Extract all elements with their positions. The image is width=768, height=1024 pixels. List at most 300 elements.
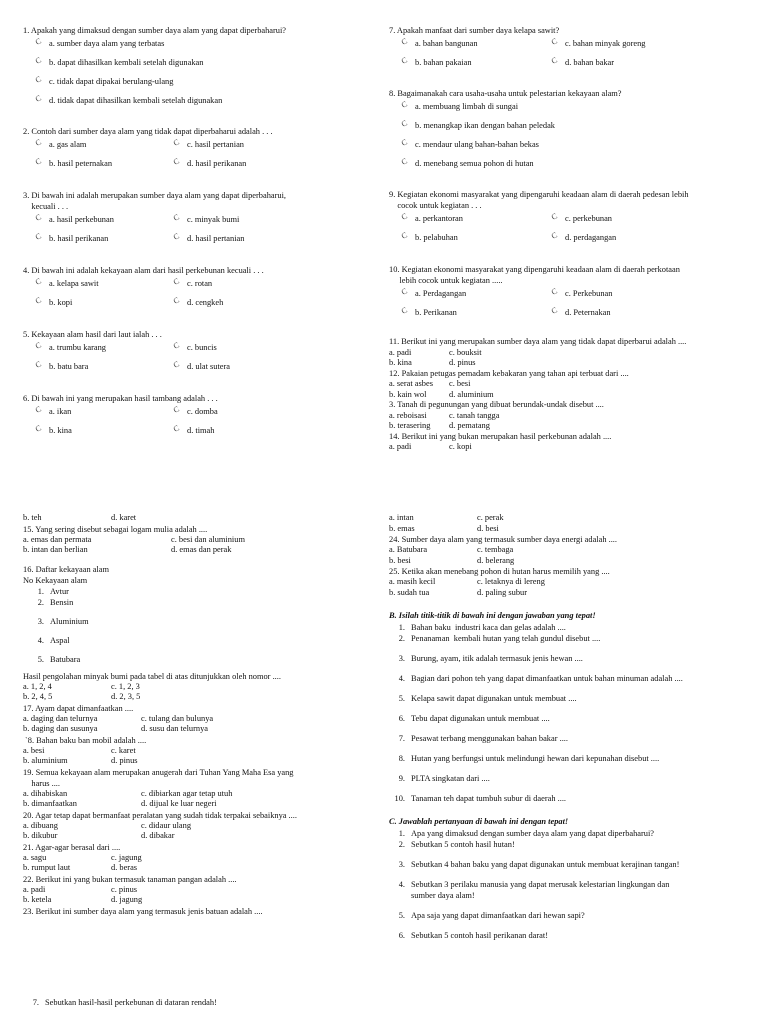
answer-option[interactable] xyxy=(549,55,701,67)
answer-option: d. besi xyxy=(477,523,499,533)
top-right-column xyxy=(389,25,754,453)
footer-question xyxy=(23,997,623,1008)
answer-row xyxy=(389,390,754,401)
answer-option: a. besi xyxy=(23,745,45,755)
radio-icon[interactable]: C xyxy=(171,137,181,148)
answer-option[interactable] xyxy=(33,295,173,307)
answer-options xyxy=(399,36,754,77)
list-item xyxy=(389,693,759,704)
answer-option[interactable] xyxy=(33,36,165,48)
radio-icon[interactable]: C xyxy=(33,231,43,242)
answer-option[interactable] xyxy=(399,156,534,168)
answer-row xyxy=(389,379,754,390)
answer-label: c. domba xyxy=(187,407,218,416)
answer-option: c. didaur ulang xyxy=(141,820,192,830)
radio-icon[interactable]: C xyxy=(171,295,181,306)
answer-row xyxy=(23,821,368,832)
list-text: Batubara xyxy=(50,654,81,664)
question-20: 20. Agar tetap dapat bermanfaat peralatan yang sudah tidak terpakai sebaiknya .... xyxy=(23,810,297,820)
question-block xyxy=(23,190,368,253)
list-number: 2. xyxy=(398,634,405,643)
answer-options xyxy=(33,404,368,445)
answer-row xyxy=(33,93,368,115)
answer-option[interactable] xyxy=(171,276,323,288)
answer-option: b. teh xyxy=(23,513,42,522)
answer-option[interactable] xyxy=(399,118,555,130)
question-19: 19. Semua kekayaan alam merupakan anugerah dari Tuhan Yang Maha Esa yang harus .... xyxy=(23,767,294,788)
answer-row xyxy=(33,212,368,234)
answer-row xyxy=(23,863,368,874)
answer-option[interactable] xyxy=(399,230,551,242)
answer-option: d. beras xyxy=(111,863,138,872)
radio-icon[interactable]: C xyxy=(171,404,181,415)
answer-row xyxy=(23,545,368,556)
list-item xyxy=(28,586,368,597)
answer-row xyxy=(23,895,368,906)
answer-row xyxy=(389,577,759,588)
list-text: Avtur xyxy=(50,586,69,596)
radio-icon[interactable]: C xyxy=(399,230,409,241)
list-number: 8. xyxy=(398,754,405,763)
list-number: 9. xyxy=(398,774,405,783)
question-16-options xyxy=(23,682,368,703)
answer-label: c. buncis xyxy=(187,343,217,352)
question-text: 7. Apakah manfaat dari sumber daya kelapa sawit? xyxy=(389,26,560,35)
answer-option: d. aluminium xyxy=(449,389,494,399)
answer-label: b. pelabuhan xyxy=(415,233,458,242)
answer-option: d. pinus xyxy=(449,358,476,367)
answer-option: b. emas xyxy=(389,523,415,533)
answer-option: c. jagung xyxy=(111,852,142,862)
question-17: 17. Ayam dapat dimanfaatkan .... xyxy=(23,703,134,713)
list-item xyxy=(389,910,759,921)
answer-label: c. hasil pertanian xyxy=(187,140,244,149)
question-15-options xyxy=(23,535,368,556)
section-b-title: B. Isilah titik-titik di bawah ini dengan jawaban yang tepat! xyxy=(389,611,596,620)
radio-icon[interactable]: C xyxy=(549,305,559,316)
answer-option[interactable] xyxy=(33,212,173,224)
radio-icon[interactable]: C xyxy=(399,99,409,110)
question-text: 8. Bagaimanakah cara usaha-usaha untuk pelestarian kekayaan alam? xyxy=(389,89,622,98)
answer-row xyxy=(23,885,368,896)
radio-icon[interactable]: C xyxy=(171,231,181,242)
answer-label: c. mendaur ulang bahan-bahan bekas xyxy=(415,140,539,149)
page-top xyxy=(0,0,768,495)
answer-label: d. ulat sutera xyxy=(187,362,231,371)
list-item xyxy=(389,713,759,724)
question-block xyxy=(389,189,754,252)
answer-row xyxy=(33,156,368,178)
answer-label: b. kopi xyxy=(49,298,73,307)
question-text: 3. Tanah di pegunungan yang dibuat berundak-undak disebut .... xyxy=(389,400,604,409)
answer-option: b. rumput laut xyxy=(23,863,71,872)
answer-option[interactable] xyxy=(171,295,323,307)
question-19-options xyxy=(23,789,368,810)
answer-label: c. Perkebunan xyxy=(565,289,613,298)
question-24: 24. Sumber daya alam yang termasuk sumber daya energi adalah .... xyxy=(389,535,617,544)
radio-icon[interactable]: C xyxy=(33,212,43,223)
answer-option: d. susu dan telurnya xyxy=(141,724,208,733)
answer-option: d. paling subur xyxy=(477,587,528,597)
question-16-text: Hasil pengolahan minyak bumi pada tabel di atas ditunjukkan oleh nomor .... xyxy=(23,671,281,681)
radio-icon[interactable]: C xyxy=(33,156,43,167)
list-text: Apa saja yang dapat dimanfaatkan dari hewan sapi? xyxy=(411,911,585,920)
list-text: Tebu dapat digunakan untuk membuat .... xyxy=(411,714,550,723)
radio-icon[interactable]: C xyxy=(33,404,43,415)
question-25: 25. Ketika akan menebang pohon di hutan harus memilih yang .... xyxy=(389,567,610,576)
list-item xyxy=(28,616,368,627)
answer-option[interactable] xyxy=(33,156,173,168)
plain-questions xyxy=(389,337,754,453)
answer-label: a. hasil perkebunan xyxy=(49,215,114,224)
radio-icon[interactable]: C xyxy=(171,340,181,351)
answer-option: c. besi xyxy=(449,379,471,388)
radio-icon[interactable]: C xyxy=(399,305,409,316)
list-item xyxy=(389,653,759,664)
radio-icon[interactable]: C xyxy=(171,359,181,370)
radio-icon[interactable]: C xyxy=(33,340,43,351)
answer-label: b. kina xyxy=(49,426,72,435)
answer-option: c. tembaga xyxy=(477,545,514,554)
list-number: 10. xyxy=(394,794,405,803)
answer-option: c. bouksit xyxy=(449,347,482,357)
answer-option[interactable] xyxy=(171,212,323,224)
question-17-options xyxy=(23,714,368,735)
answer-label: b. batu bara xyxy=(49,362,89,371)
answer-label: d. cengkeh xyxy=(187,298,224,307)
answer-row xyxy=(33,231,368,253)
answer-row xyxy=(33,36,368,58)
answer-option: b. ketela xyxy=(23,895,52,904)
question-text: 3. Di bawah ini adalah merupakan sumber daya alam yang dapat diperbaharui, kecuali . . . xyxy=(23,191,287,211)
answer-option: a. dibuang xyxy=(23,820,58,830)
question-block xyxy=(23,126,368,178)
question-21-options xyxy=(23,853,368,874)
answer-option[interactable] xyxy=(33,359,173,371)
section-b-list xyxy=(389,622,759,804)
answer-option: b. dikubur xyxy=(23,831,58,840)
answer-row xyxy=(399,118,754,140)
list-text: Penanaman kembali hutan yang telah gundul disebut .... xyxy=(411,634,601,643)
list-text: Sebutkan 3 perilaku manusia yang dapat merusak kelestarian lingkungan dan sumber daya alam! xyxy=(411,880,670,900)
answer-option: d. jagung xyxy=(111,895,143,904)
answer-label: c. rotan xyxy=(187,279,213,288)
answer-label: b. hasil peternakan xyxy=(49,159,113,168)
answer-option[interactable] xyxy=(171,137,323,149)
answer-row xyxy=(33,137,368,159)
answer-option[interactable] xyxy=(549,230,701,242)
list-number: 3. xyxy=(398,860,405,869)
answer-row xyxy=(399,55,754,77)
answer-option[interactable] xyxy=(33,137,173,149)
answer-row xyxy=(33,423,368,445)
list-number: 2. xyxy=(398,840,405,849)
radio-icon[interactable]: C xyxy=(33,276,43,287)
answer-option[interactable] xyxy=(33,340,173,352)
answer-label: a. Perdagangan xyxy=(415,289,467,298)
answer-option: a. dihabiskan xyxy=(23,788,68,798)
answer-option[interactable] xyxy=(33,423,173,435)
radio-icon[interactable]: C xyxy=(549,286,559,297)
list-item xyxy=(389,622,759,633)
answer-label: c. minyak bumi xyxy=(187,215,240,224)
answer-row xyxy=(389,421,754,432)
question-text: 10. Kegiatan ekonomi masyarakat yang dipengaruhi keadaan alam di daerah perkotaan lebih cocok untuk kegiatan ..... xyxy=(389,265,680,285)
answer-options xyxy=(33,276,368,317)
radio-icon[interactable]: C xyxy=(399,55,409,66)
list-number: 5. xyxy=(398,911,405,920)
list-text: Bensin xyxy=(50,597,74,607)
answer-row xyxy=(23,853,368,864)
radio-icon[interactable]: C xyxy=(399,137,409,148)
answer-option: c. letaknya di lereng xyxy=(477,577,545,586)
answer-label: d. perdagangan xyxy=(565,233,617,242)
answer-option[interactable] xyxy=(399,99,519,111)
question-block xyxy=(23,25,368,115)
answer-option: d. pinus xyxy=(111,756,138,765)
radio-icon[interactable]: C xyxy=(549,230,559,241)
answer-option: c. pinus xyxy=(111,884,138,894)
list-number: 2. xyxy=(37,597,44,607)
radio-icon[interactable]: C xyxy=(33,295,43,306)
radio-icon[interactable]: C xyxy=(399,118,409,129)
question-block xyxy=(389,88,754,178)
list-number: 7. xyxy=(32,998,39,1007)
answer-options xyxy=(399,211,754,252)
list-number: 6. xyxy=(398,714,405,723)
question-text: 2. Contoh dari sumber daya alam yang tidak dapat diperbaharui adalah . . . xyxy=(23,127,273,136)
answer-row xyxy=(399,211,754,233)
answer-option[interactable] xyxy=(33,55,204,67)
list-text: Burung, ayam, itik adalah termasuk jenis hewan .... xyxy=(411,654,583,663)
answer-option: d. karet xyxy=(111,513,137,522)
radio-icon[interactable]: C xyxy=(549,211,559,222)
list-number: 6. xyxy=(398,931,405,940)
answer-option[interactable] xyxy=(171,404,323,416)
answer-row xyxy=(33,340,368,362)
list-number: 1. xyxy=(398,623,405,632)
answer-row xyxy=(389,358,754,369)
answer-label: a. ikan xyxy=(49,407,72,416)
answer-label: a. membuang limbah di sungai xyxy=(415,102,519,111)
answer-row xyxy=(23,724,368,735)
answer-label: c. perkebunan xyxy=(565,214,612,223)
question-21: 21. Agar-agar berasal dari .... xyxy=(23,842,121,852)
answer-rows xyxy=(389,513,759,534)
answer-label: d. menebang semua pohon di hutan xyxy=(415,159,534,168)
answer-option: a. padi xyxy=(389,442,412,451)
answer-row xyxy=(23,831,368,842)
answer-row xyxy=(399,156,754,178)
question-22-options xyxy=(23,885,368,906)
radio-icon[interactable]: C xyxy=(399,286,409,297)
answer-row xyxy=(389,524,759,535)
answer-row xyxy=(23,535,368,546)
list-text: Bahan baku industri kaca dan gelas adalah .... xyxy=(411,623,566,632)
list-text: Apa yang dimaksud dengan sumber daya alam yang dapat diperbaharui? xyxy=(411,829,655,838)
list-number: 7. xyxy=(398,734,405,743)
answer-row xyxy=(389,513,759,524)
question-18: `8. Bahan baku ban mobil adalah .... xyxy=(25,735,147,745)
answer-row xyxy=(23,682,368,693)
question-20-options xyxy=(23,821,368,842)
answer-row xyxy=(23,692,368,703)
question-text: 11. Berikut ini yang merupakan sumber daya alam yang tidak dapat diperbarui adalah .... xyxy=(389,337,687,346)
bottom-right-column xyxy=(389,513,759,941)
radio-icon[interactable]: C xyxy=(33,137,43,148)
answer-option[interactable] xyxy=(171,359,323,371)
answer-option: a. reboisasi xyxy=(389,410,427,420)
list-number: 4. xyxy=(37,635,44,645)
answer-option: d. pematang xyxy=(449,421,490,430)
radio-icon[interactable]: C xyxy=(171,423,181,434)
answer-row xyxy=(389,348,754,359)
question-25-options xyxy=(389,577,759,598)
answer-option[interactable] xyxy=(399,137,539,149)
radio-icon[interactable]: C xyxy=(33,74,43,85)
answer-label: d. hasil perikanan xyxy=(187,159,247,168)
question-block xyxy=(23,329,368,381)
question-18-options xyxy=(23,746,368,767)
answer-option[interactable] xyxy=(171,156,323,168)
answer-row xyxy=(389,588,759,599)
bottom-left-column xyxy=(23,513,368,917)
resource-list xyxy=(28,586,368,665)
answer-row xyxy=(399,36,754,58)
answer-row xyxy=(389,411,754,422)
answer-row xyxy=(389,545,759,556)
answer-option: c. dibiarkan agar tetap utuh xyxy=(141,788,233,798)
answer-label: d. hasil pertanian xyxy=(187,234,245,243)
question-text: 12. Pakaian petugas pemadam kebakaran yang tahan api terbuat dari .... xyxy=(389,368,629,378)
answer-option: a. emas dan permata xyxy=(23,534,92,544)
list-text: Sebutkan 5 contoh hasil perikanan darat! xyxy=(411,931,548,940)
list-item xyxy=(389,773,759,784)
answer-option[interactable] xyxy=(549,36,701,48)
list-text: Hutan yang berfungsi untuk melindungi hewan dari kepunahan disebut .... xyxy=(411,754,660,763)
answer-option[interactable] xyxy=(33,74,174,86)
answer-label: b. menangkap ikan dengan bahan peledak xyxy=(415,121,555,130)
answer-row xyxy=(23,513,368,524)
list-item xyxy=(389,859,759,870)
list-number: 5. xyxy=(37,654,44,664)
answer-row xyxy=(399,99,754,121)
answer-option: b. 2, 4, 5 xyxy=(23,692,53,701)
answer-option[interactable] xyxy=(33,93,223,105)
answer-row xyxy=(33,359,368,381)
answer-row xyxy=(23,789,368,800)
answer-row xyxy=(389,556,759,567)
list-text: Sebutkan 5 contoh hasil hutan! xyxy=(411,840,515,849)
list-number: 4. xyxy=(398,674,405,683)
section-c-title: C. Jawablah pertanyaan di bawah ini dengan tepat! xyxy=(389,817,569,826)
answer-label: a. bahan bangunan xyxy=(415,39,478,48)
answer-option[interactable] xyxy=(171,423,323,435)
answer-option[interactable] xyxy=(399,36,551,48)
answer-option: b. dimanfaatkan xyxy=(23,799,77,808)
question-block xyxy=(23,393,368,445)
answer-row xyxy=(33,276,368,298)
answer-option[interactable] xyxy=(549,286,701,298)
answer-option[interactable] xyxy=(171,231,323,243)
radio-icon[interactable]: C xyxy=(33,423,43,434)
answer-option: c. 1, 2, 3 xyxy=(111,681,140,691)
answer-label: c. bahan minyak goreng xyxy=(565,39,646,48)
question-text: 14. Berikut ini yang bukan merupakan hasil perkebunan adalah .... xyxy=(389,431,612,441)
answer-option: c. kopi xyxy=(449,442,472,451)
answer-row xyxy=(399,230,754,252)
answer-label: a. trumbu karang xyxy=(49,343,106,352)
radio-icon[interactable]: C xyxy=(171,276,181,287)
question-22: 22. Berikut ini yang bukan termasuk tanaman pangan adalah .... xyxy=(23,874,237,884)
question-block xyxy=(389,25,754,77)
answer-option[interactable] xyxy=(399,305,551,317)
section-c-list xyxy=(389,828,759,941)
answer-option: a. daging dan telurnya xyxy=(23,713,98,723)
answer-label: b. Perikanan xyxy=(415,308,457,317)
answer-option[interactable] xyxy=(399,55,551,67)
answer-option[interactable] xyxy=(549,211,701,223)
answer-row xyxy=(23,746,368,757)
answer-option: c. tulang dan bulunya xyxy=(141,713,214,723)
list-number: 1. xyxy=(398,829,405,838)
answer-option: a. 1, 2, 4 xyxy=(23,681,52,691)
radio-icon[interactable]: C xyxy=(33,359,43,370)
answer-option[interactable] xyxy=(33,231,173,243)
question-text: 9. Kegiatan ekonomi masyarakat yang dipengaruhi keadaan alam di daerah pedesan lebih cocok untuk kegiatan . . . xyxy=(389,190,689,210)
radio-icon[interactable]: C xyxy=(549,36,559,47)
list-text: Kelapa sawit dapat digunakan untuk membuat .... xyxy=(411,694,577,703)
answer-option[interactable] xyxy=(399,211,551,223)
answer-option: a. sagu xyxy=(23,852,47,862)
question-block xyxy=(389,264,754,327)
list-text: Sebutkan 4 bahan baku yang dapat digunakan untuk membuat kerajinan tangan! xyxy=(411,860,680,869)
answer-row xyxy=(399,137,754,159)
list-item xyxy=(28,654,368,665)
list-number: 1. xyxy=(37,586,44,596)
answer-option: b. terasering xyxy=(389,421,431,430)
answer-option[interactable] xyxy=(399,286,551,298)
list-item xyxy=(389,793,759,804)
list-number: 5. xyxy=(398,694,405,703)
list-item xyxy=(389,839,759,850)
answer-option[interactable] xyxy=(171,340,323,352)
answer-option: a. padi xyxy=(23,884,46,894)
answer-option[interactable] xyxy=(33,404,173,416)
answer-option: c. karet xyxy=(111,745,136,755)
radio-icon[interactable]: C xyxy=(171,156,181,167)
answer-option[interactable] xyxy=(549,305,701,317)
answer-option[interactable] xyxy=(33,276,173,288)
answer-option: b. daging dan susunya xyxy=(23,724,98,733)
answer-options xyxy=(33,137,368,178)
radio-icon[interactable]: C xyxy=(399,156,409,167)
radio-icon[interactable]: C xyxy=(399,211,409,222)
answer-option: c. besi dan aluminium xyxy=(171,534,245,544)
question-text: 6. Di bawah ini yang merupakan hasil tambang adalah . . . xyxy=(23,394,218,403)
list-text: Aspal xyxy=(50,635,70,645)
answer-option: d. dijual ke luar negeri xyxy=(141,799,217,808)
answer-option: d. emas dan perak xyxy=(171,545,232,554)
radio-icon[interactable]: C xyxy=(171,212,181,223)
radio-icon[interactable]: C xyxy=(33,55,43,66)
radio-icon[interactable]: C xyxy=(399,36,409,47)
answer-options xyxy=(33,36,368,115)
radio-icon[interactable]: C xyxy=(549,55,559,66)
answer-option: a. masih kecil xyxy=(389,577,436,586)
radio-icon[interactable]: C xyxy=(33,36,43,47)
radio-icon[interactable]: C xyxy=(33,93,43,104)
